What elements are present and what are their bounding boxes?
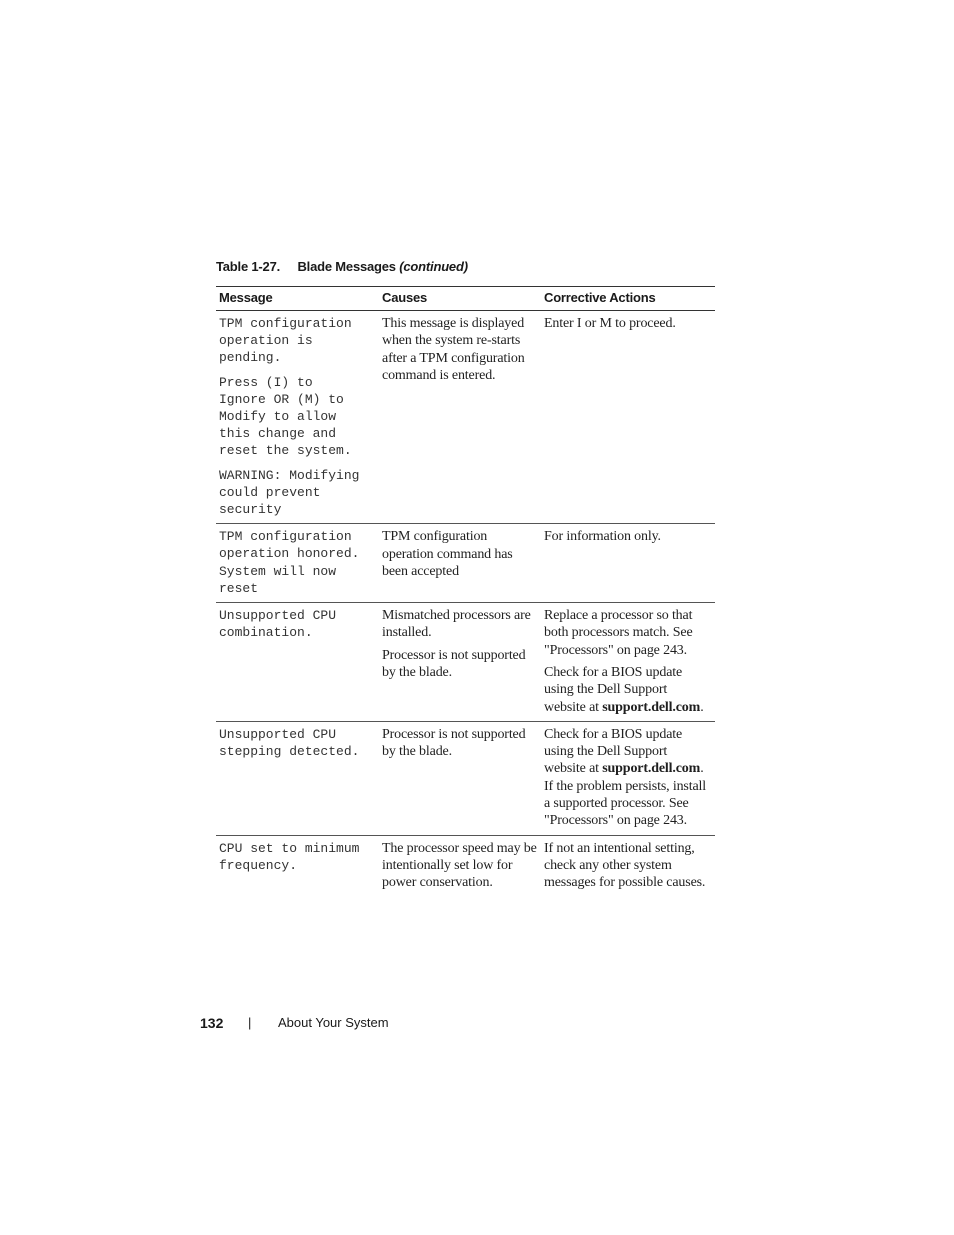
header-message: Message bbox=[216, 287, 379, 311]
cause-text bbox=[382, 647, 538, 682]
table-continued: (continued) bbox=[399, 259, 468, 274]
cause-text bbox=[382, 840, 538, 892]
table-row bbox=[216, 311, 715, 524]
header-corrective-actions: Corrective Actions bbox=[541, 287, 715, 311]
corrective-actions-cell bbox=[541, 524, 715, 603]
corrective-actions-cell bbox=[541, 311, 715, 524]
table-row bbox=[216, 603, 715, 722]
footer-section-title: About Your System bbox=[278, 1015, 389, 1030]
text-segment: Enter I or M to proceed. bbox=[544, 316, 676, 331]
cause-text bbox=[382, 315, 538, 384]
action-text bbox=[544, 528, 712, 545]
message-text: Press (I) to Ignore OR (M) to Modify to allow this change and reset the system. bbox=[219, 374, 352, 459]
cause-text bbox=[382, 607, 538, 642]
text-segment: Mismatched processors are installed. bbox=[382, 608, 531, 641]
text-segment: Processor is not supported by the blade. bbox=[382, 647, 526, 680]
message-text: TPM configuration operation honored. System will now reset bbox=[219, 529, 360, 596]
cause-text bbox=[382, 528, 538, 580]
action-text bbox=[544, 726, 712, 830]
table-caption bbox=[216, 259, 468, 274]
text-segment: Processor is not supported by the blade. bbox=[382, 726, 526, 760]
page-number: 132 bbox=[200, 1015, 224, 1031]
footer-separator: | bbox=[248, 1015, 252, 1030]
table-row bbox=[216, 721, 715, 835]
table-number: Table 1-27. bbox=[216, 259, 281, 274]
text-segment: . If the problem persists, install a supported processor. See "Processors" on page 243. bbox=[544, 761, 707, 829]
support-website-link-text: support.dell.com bbox=[602, 699, 701, 715]
action-text bbox=[544, 315, 712, 332]
text-segment: The processor speed may be intentionally set low for power conservation. bbox=[382, 840, 537, 891]
message-text: CPU set to minimum frequency. bbox=[219, 840, 360, 873]
action-text bbox=[544, 607, 712, 659]
text-segment: Check for a BIOS update using the Dell Support website at bbox=[544, 726, 683, 777]
causes-cell bbox=[379, 524, 541, 603]
action-text bbox=[544, 664, 712, 716]
cause-text bbox=[382, 726, 538, 761]
text-segment: Check for a BIOS update using the Dell Support website at bbox=[544, 664, 683, 715]
table-header-row bbox=[216, 287, 715, 311]
action-text bbox=[544, 840, 712, 892]
causes-cell bbox=[379, 835, 541, 896]
message-cell bbox=[216, 603, 379, 722]
corrective-actions-cell bbox=[541, 603, 715, 722]
table-row bbox=[216, 524, 715, 603]
message-cell bbox=[216, 721, 379, 835]
text-segment: . bbox=[700, 699, 704, 715]
message-cell bbox=[216, 835, 379, 896]
corrective-actions-cell bbox=[541, 721, 715, 835]
causes-cell bbox=[379, 311, 541, 524]
header-causes: Causes bbox=[379, 287, 541, 311]
text-segment: This message is displayed when the system re-starts after a TPM configuration command is entered. bbox=[382, 316, 525, 383]
table-row bbox=[216, 835, 715, 896]
message-cell bbox=[216, 311, 379, 524]
corrective-actions-cell bbox=[541, 835, 715, 896]
message-text: Unsupported CPU combination. bbox=[219, 608, 337, 641]
table-title: Blade Messages bbox=[297, 259, 396, 274]
message-text: WARNING: Modifying could prevent security bbox=[219, 467, 360, 518]
support-website-link-text: support.dell.com bbox=[602, 761, 701, 777]
message-text: TPM configuration operation is pending. bbox=[219, 316, 352, 366]
text-segment: If not an intentional setting, check any other system messages for possible causes. bbox=[544, 840, 706, 891]
text-segment: For information only. bbox=[544, 529, 661, 545]
causes-cell bbox=[379, 721, 541, 835]
causes-cell bbox=[379, 603, 541, 722]
text-segment: TPM configuration operation command has been accepted bbox=[382, 529, 513, 579]
message-text: Unsupported CPU stepping detected. bbox=[219, 726, 360, 760]
blade-messages-table bbox=[216, 286, 715, 897]
text-segment: Replace a processor so that both processors match. See "Processors" on page 243. bbox=[544, 608, 693, 658]
message-cell bbox=[216, 524, 379, 603]
